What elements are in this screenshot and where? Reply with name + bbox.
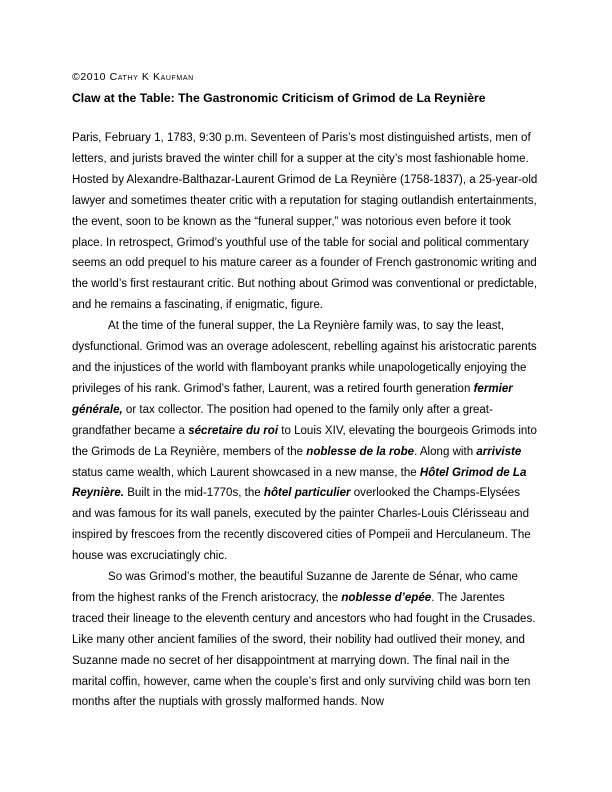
term-secretaire-du-roi: sécretaire du roi [188, 424, 279, 437]
term-fermier-generale: fermier générale, [72, 382, 513, 416]
term-arriviste: arriviste [476, 445, 522, 458]
term-hotel-particulier: hôtel particulier [263, 487, 351, 500]
paragraph-2-text-6: Built in the mid-1770s, the [124, 487, 264, 500]
paragraph-3-text-1: So was Grimod’s mother, the beautiful Suzanne de Jarente de Sénar, who came from the highest ranks of the French aristocracy, the [72, 571, 518, 604]
paragraph-2-text-4: . Along with [414, 445, 477, 458]
paragraph-2 [72, 316, 540, 567]
paragraph-3 [72, 567, 540, 713]
article-body [72, 128, 540, 713]
article-title: Claw at the Table: The Gastronomic Criticism of Grimod de La Reynière [72, 91, 486, 105]
term-hotel-grimod: Hôtel Grimod de La Reynière. [72, 466, 527, 500]
term-noblesse-de-la-robe: noblesse de la robe [306, 445, 415, 458]
paragraph-2-text-3: to Louis XIV, elevating the bourgeois Grimods into the Grimods de La Reynière, members of the [72, 424, 537, 458]
paragraph-3-text-2: . The Jarentes traced their lineage to the eleventh century and ancestors who had fought in the Crusades. Like many other ancient families of the sword, their nobility had outlived their money, and Suzanne made no secret of her disappointment at marrying down. The final nail in the marital coffin, however, came when the couple’s first and only surviving child was born ten months after the nuptials with grossly malformed hands. Now [72, 591, 536, 709]
paragraph-2-text-7: overlooked the Champs-Elysées and was famous for its wall panels, executed by the painter Charles-Louis Clérisseau and inspired by frescoes from the recently discovered cities of Pompeii and Herculaneum. The house was excruciatingly chic. [72, 487, 531, 563]
term-noblesse-depee: noblesse d’epée [341, 591, 432, 604]
paragraph-2-text-1: At the time of the funeral supper, the La Reynière family was, to say the least, dysfunctional. Grimod was an overage adolescent, rebelling against his aristocratic parents and the injustices of the world with flamboyant pranks while unapologetically enjoying the privileges of his rank. Grimod’s father, Laurent, was a retired fourth generation [72, 320, 537, 395]
paragraph-2-text-2: or tax collector. The position had opened to the family only after a great-grandfather became a [72, 403, 493, 437]
copyright-notice: ©2010 Cathy K Kaufman [72, 71, 194, 83]
paragraph-1: Paris, February 1, 1783, 9:30 p.m. Seventeen of Paris’s most distinguished artists, men of letters, and jurists braved the winter chill for a supper at the city’s most fashionable home. Hosted by Alexandre-Balthazar-Laurent Grimod de La Reynière (1758-1837), a 25-year-old lawyer and sometimes theater critic with a reputation for staging outlandish entertainments, the event, soon to be known as the “funeral supper,” was notorious even before it took place. In retrospect, Grimod’s youthful use of the table for social and political commentary seems an odd prequel to his mature career as a founder of French gastronomic writing and the world’s first restaurant critic. But nothing about Grimod was conventional or predictable, and he remains a fascinating, if enigmatic, figure. [72, 132, 538, 312]
paragraph-2-text-5: status came wealth, which Laurent showcased in a new manse, the [72, 466, 420, 479]
